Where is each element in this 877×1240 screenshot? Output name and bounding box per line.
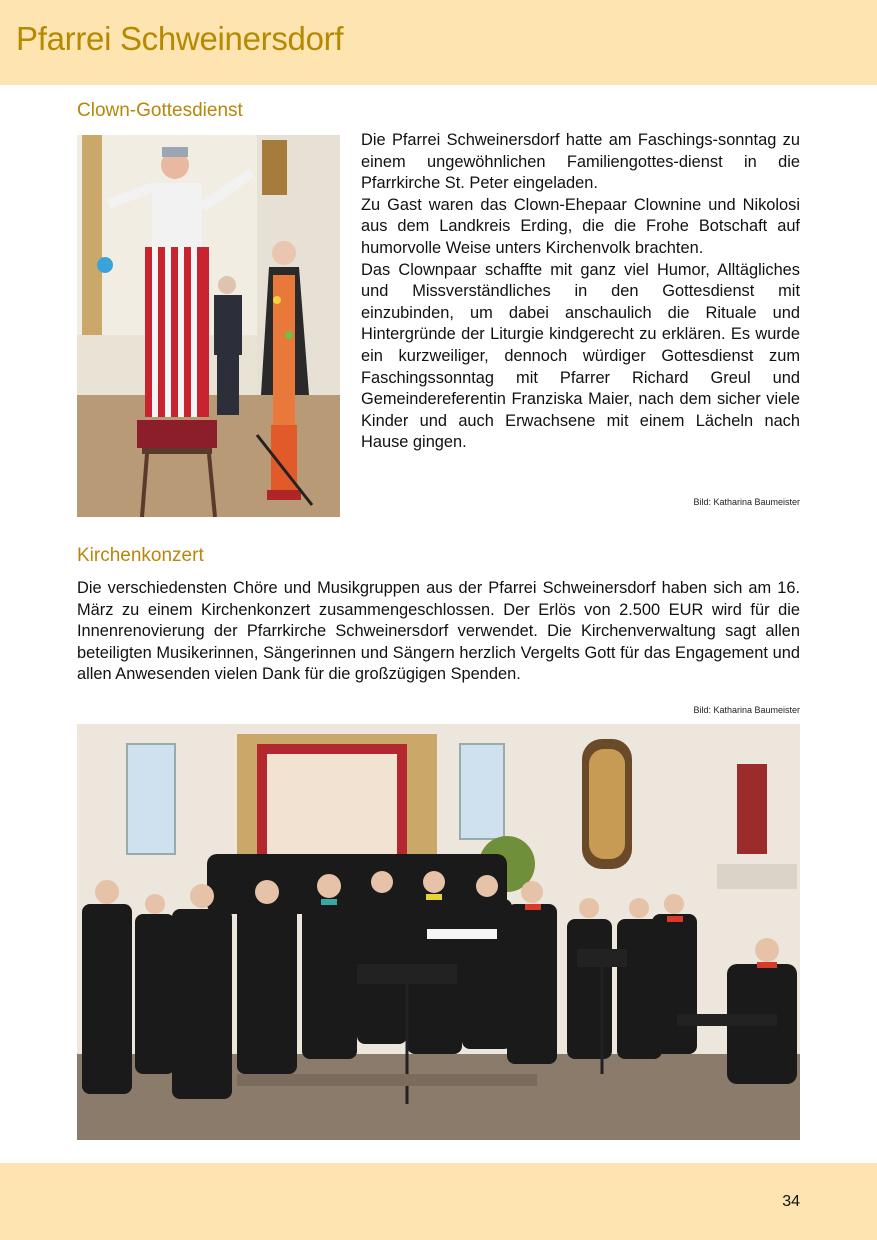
page-title: Pfarrei Schweinersdorf xyxy=(16,20,344,57)
concert-photo xyxy=(77,724,800,1140)
footer-band xyxy=(0,1163,877,1240)
clown-photo-credit: Bild: Katharina Baumeister xyxy=(693,497,800,507)
clown-paragraph: Die Pfarrei Schweinersdorf hatte am Faschings-sonntag zu einem ungewöhnlichen Familiengottes-dienst in die Pfarrkirche St. Peter eingeladen. xyxy=(361,131,800,193)
page-number: 34 xyxy=(782,1193,800,1210)
clown-paragraph: Zu Gast waren das Clown-Ehepaar Clownine und Nikolosi aus dem Landkreis Erding, die die Frohe Botschaft auf humorvolle Weise unters Kirchenvolk brachten. xyxy=(361,195,800,257)
header-band xyxy=(0,0,877,85)
concert-section-heading: Kirchenkonzert xyxy=(77,545,204,566)
clown-paragraph: Das Clownpaar schaffte mit ganz viel Humor, Alltägliches und Missverständliches in den Gottesdienst mit einzubinden, um dabei anschaulich die Rituale und Hintergründe der Liturgie kindgerecht zu erklären. Es wurde ein kurzweiliger, dennoch würdiger Gottesdienst zum Faschingssonntag mit Pfarrer Richard Greul und Gemeindereferentin Franziska Maier, nach dem sicher viele Kinder und auch Erwachsene mit einem Lächeln nach Hause gingen. xyxy=(361,260,800,452)
clown-photo xyxy=(77,135,340,517)
concert-article-text xyxy=(77,578,800,686)
concert-paragraph: Die verschiedensten Chöre und Musikgruppen aus der Pfarrei Schweinersdorf haben sich am 16. März zu einem Kirchenkonzert zusammengeschlossen. Der Erlös von 2.500 EUR wird für die Innenrenovierung der Pfarrkirche Schweinersdorf verwendet. Die Kirchenverwaltung sagt allen beteiligten Musikerinnen, Sängerinnen und Sängern herzlich Vergelts Gott für das Engagement und allen Anwesenden vielen Dank für die großzügigen Spenden. xyxy=(77,579,800,684)
clown-article-text xyxy=(361,130,800,454)
concert-photo-credit: Bild: Katharina Baumeister xyxy=(693,705,800,715)
clown-section-heading: Clown-Gottesdienst xyxy=(77,100,243,121)
